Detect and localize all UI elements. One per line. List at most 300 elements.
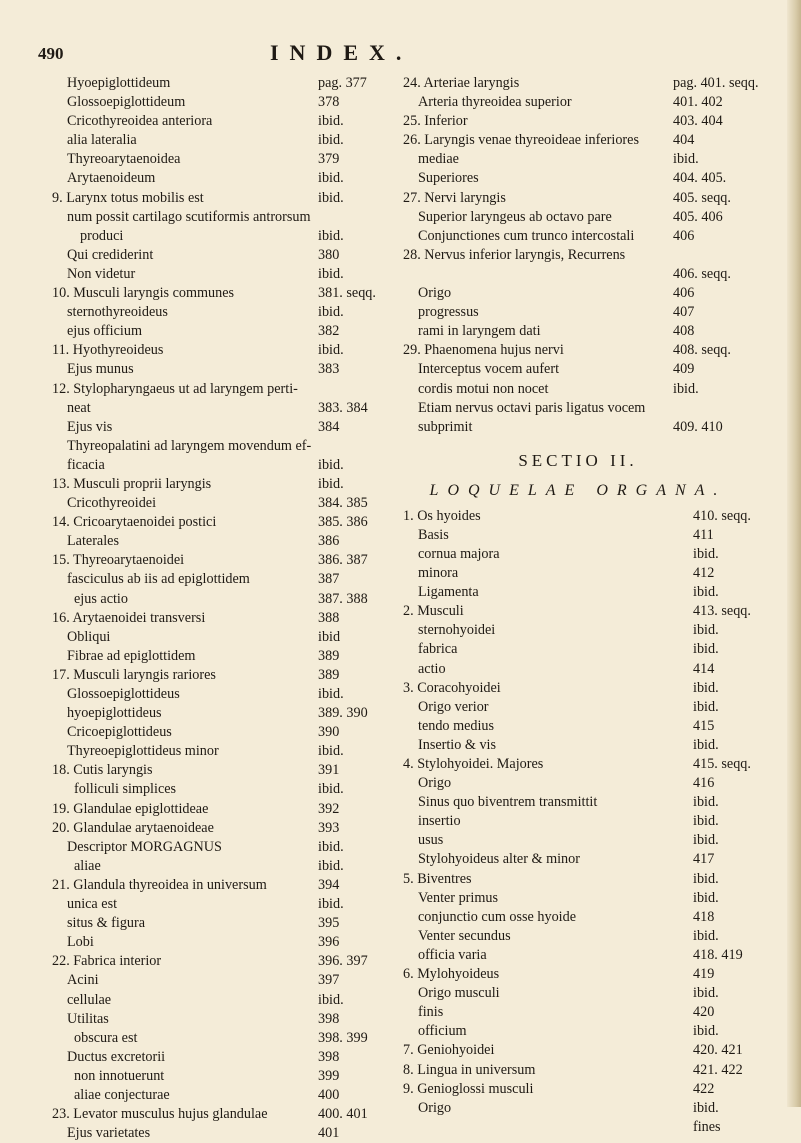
left-index-column (52, 74, 397, 1143)
entry-text: Sinus quo biventrem transmittit (418, 794, 598, 811)
index-entry (52, 1029, 397, 1048)
entry-pages: ibid. (693, 698, 719, 715)
entry-text: 2. Musculi (403, 603, 464, 620)
entry-pages: ibid. (318, 342, 344, 359)
index-entry (52, 551, 397, 570)
entry-text: 11. Hyothyreoideus (52, 342, 164, 359)
entry-pages: ibid. (693, 832, 719, 849)
index-entry (52, 895, 397, 914)
entry-pages: ibid. (693, 641, 719, 658)
entry-text: 6. Mylohyoideus (403, 966, 500, 983)
entry-pages: ibid. (693, 1099, 719, 1116)
entry-pages: 395 (318, 915, 340, 932)
entry-text: 28. Nervus inferior laryngis, Recurrens (403, 246, 626, 263)
index-entry (52, 265, 397, 284)
index-entry (52, 246, 397, 265)
entry-pages: 386. 387 (318, 552, 368, 569)
entry-text: Descriptor MORGAGNUS (67, 838, 222, 855)
entry-pages: ibid. (318, 113, 344, 130)
entry-text: 26. Laryngis venae thyreoideae inferiores (403, 132, 639, 149)
index-entry (52, 208, 397, 227)
entry-text: 7. Geniohyoidei (403, 1042, 495, 1059)
entry-pages: 401. 402 (673, 94, 723, 111)
entry-text: situs & figura (67, 915, 146, 932)
entry-text: alia lateralia (67, 132, 137, 149)
entry-pages: 390 (318, 724, 340, 741)
index-entry (52, 1124, 397, 1143)
index-entry (403, 360, 753, 379)
index-entry (52, 838, 397, 857)
entry-text: Basis (418, 526, 449, 543)
entry-text: Non videtur (67, 265, 136, 282)
index-entry (403, 1061, 753, 1080)
index-entry (403, 602, 753, 621)
index-entry (403, 621, 753, 640)
entry-pages: 411 (693, 526, 714, 543)
entry-pages: 415 (693, 717, 715, 734)
index-entry (403, 831, 753, 850)
entry-text: Interceptus vocem aufert (418, 361, 560, 378)
index-entry (403, 189, 753, 208)
index-entry (403, 984, 753, 1003)
running-head: INDEX. (270, 40, 413, 65)
index-entry (52, 1067, 397, 1086)
entry-text: hyoepiglottideus (67, 705, 162, 722)
entry-text: Thyreoarytaenoidea (67, 151, 181, 168)
index-entry (52, 150, 397, 169)
index-entry (403, 1099, 753, 1118)
entry-pages: ibid. (318, 265, 344, 282)
index-entry (403, 208, 753, 227)
entry-text: Glossoepiglottideus (67, 686, 180, 702)
index-entry (52, 971, 397, 990)
entry-pages: 405. seqq. (673, 189, 731, 206)
entry-pages: ibid. (693, 584, 719, 601)
entry-text: Qui crediderint (67, 246, 154, 263)
entry-text: cordis motui non nocet (418, 380, 549, 397)
index-entry (52, 399, 397, 418)
entry-text: 19. Glandulae epiglottideae (52, 800, 209, 817)
index-entry (52, 647, 397, 666)
entry-pages: 396 (318, 934, 340, 951)
entry-text: Hyoepiglottideum (67, 75, 171, 91)
index-entry (52, 456, 397, 475)
entry-text: 13. Musculi proprii laryngis (52, 475, 212, 492)
entry-text: Cricothyreoidea anteriora (67, 113, 213, 130)
entry-text: Utilitas (67, 1010, 109, 1027)
index-entry (52, 991, 397, 1010)
entry-text: folliculi simplices (74, 781, 177, 798)
entry-pages: ibid (318, 628, 341, 645)
entry-text: Origo (418, 1099, 452, 1116)
section-title: SECTIO II. (518, 450, 638, 470)
entry-text: Ductus excretorii (67, 1048, 166, 1065)
entry-pages: 418. 419 (693, 946, 743, 963)
entry-text: officium (418, 1023, 467, 1040)
entry-pages: 391 (318, 762, 340, 779)
entry-text: Arytaenoideum (67, 170, 156, 187)
entry-pages: fines (693, 1118, 721, 1135)
index-entry (403, 1003, 753, 1022)
index-entry (403, 227, 753, 246)
entry-text: 4. Stylohyoidei. Majores (403, 756, 544, 772)
entry-text: aliae conjecturae (74, 1086, 170, 1103)
index-entry (52, 360, 397, 379)
index-entry (52, 1048, 397, 1067)
index-entry (403, 418, 753, 437)
entry-text: Venter secundus (418, 927, 511, 944)
entry-pages: ibid. (693, 813, 719, 830)
entry-pages: ibid. (318, 170, 344, 187)
index-entry (403, 507, 753, 526)
entry-text: Cricoepiglottideus (67, 724, 172, 741)
entry-pages: ibid. (693, 679, 719, 696)
entry-text: Superiores (418, 170, 479, 187)
entry-pages: 415. seqq. (693, 756, 751, 772)
entry-pages: ibid. (693, 985, 719, 1002)
entry-pages: ibid. (318, 991, 344, 1008)
entry-pages: ibid. (673, 151, 699, 168)
index-entry (403, 889, 753, 908)
entry-pages: 384 (318, 418, 340, 435)
entry-pages: 382 (318, 323, 340, 340)
entry-text: Origo (418, 775, 452, 792)
index-entry (52, 380, 397, 399)
entry-text: 25. Inferior (403, 113, 468, 130)
index-entry (52, 780, 397, 799)
entry-text: Origo verior (418, 698, 489, 715)
entry-pages: 398 (318, 1048, 340, 1065)
entry-text: rami in laryngem dati (418, 323, 541, 340)
entry-pages: 406 (673, 227, 695, 244)
entry-text: Fibrae ad epiglottidem (67, 647, 196, 664)
entry-pages: 417 (693, 851, 715, 868)
entry-pages: 409 (673, 361, 695, 378)
entry-text: insertio (418, 813, 461, 830)
index-entry (52, 131, 397, 150)
entry-text: mediae (418, 151, 459, 168)
entry-pages: 389 (318, 647, 340, 664)
entry-pages: 385. 386 (318, 514, 368, 531)
entry-text: minora (418, 565, 459, 582)
entry-text: obscura est (74, 1029, 138, 1046)
entry-text: 23. Levator musculus hujus glandulae (52, 1106, 268, 1123)
index-entry (403, 1080, 753, 1099)
index-entry (403, 927, 753, 946)
index-entry (52, 761, 397, 780)
entry-text: num possit cartilago scutiformis antrorsum (67, 208, 311, 225)
entry-pages: ibid. (693, 622, 719, 639)
entry-pages: 406. seqq. (673, 265, 731, 282)
entry-text: cornua majora (418, 545, 500, 562)
entry-pages: ibid. (318, 857, 344, 874)
entry-pages: 422 (693, 1080, 715, 1097)
entry-text: Laterales (67, 533, 119, 550)
entry-text: Acini (67, 972, 99, 989)
entry-pages: 387 (318, 571, 340, 588)
index-entry (52, 1086, 397, 1105)
index-entry (52, 819, 397, 838)
entry-pages: 396. 397 (318, 953, 368, 970)
entry-pages: 398 (318, 1010, 340, 1027)
entry-pages: 384. 385 (318, 495, 368, 512)
entry-text: subprimit (418, 418, 473, 435)
right-top-entries (403, 74, 759, 437)
entry-pages: ibid. (318, 781, 344, 798)
index-entry (52, 74, 397, 93)
index-entry (403, 1041, 753, 1060)
entry-text: ejus actio (74, 590, 128, 607)
index-entry (52, 341, 397, 360)
entry-text: 10. Musculi laryngis communes (52, 285, 235, 302)
index-entry (52, 169, 397, 188)
index-entry (52, 93, 397, 112)
index-entry (52, 723, 397, 742)
index-entry (52, 322, 397, 341)
entry-pages: 416 (693, 775, 715, 792)
index-entry (403, 755, 753, 774)
index-entry (403, 341, 753, 360)
page-edge (787, 0, 801, 1107)
index-entry (403, 169, 753, 188)
entry-pages: 404 (673, 132, 695, 149)
entry-text: produci (80, 227, 124, 244)
entry-text: Obliqui (67, 628, 111, 645)
index-entry (52, 1105, 397, 1124)
entry-text: Origo (418, 285, 452, 302)
entry-text: 8. Lingua in universum (403, 1061, 536, 1078)
entry-pages: 410. seqq. (693, 507, 751, 524)
index-entry (52, 494, 397, 513)
entry-text: Lobi (67, 934, 94, 951)
entry-pages: 392 (318, 800, 340, 817)
entry-text: Ejus vis (67, 418, 113, 435)
index-entry (403, 93, 753, 112)
index-entry (52, 742, 397, 761)
entry-text: actio (418, 660, 446, 677)
entry-pages: 408. seqq. (673, 342, 731, 359)
index-entry (403, 246, 753, 265)
index-entry (52, 933, 397, 952)
index-entry (52, 628, 397, 647)
index-entry (403, 717, 753, 736)
index-entry (403, 583, 753, 602)
index-entry (403, 793, 753, 812)
entry-pages: 394 (318, 876, 340, 893)
entry-text: 29. Phaenomena hujus nervi (403, 342, 564, 359)
index-entry (403, 870, 753, 889)
index-entry (403, 774, 753, 793)
entry-pages: 418 (693, 908, 715, 925)
index-entry (403, 545, 753, 564)
entry-pages: 404. 405. (673, 170, 727, 187)
entry-pages: 401 (318, 1125, 340, 1142)
index-entry (52, 284, 397, 303)
index-entry (403, 660, 753, 679)
index-entry (52, 704, 397, 723)
entry-pages: 406 (673, 285, 695, 302)
index-entry (403, 131, 753, 150)
entry-text: fasciculus ab iis ad epiglottidem (67, 571, 250, 588)
entry-text: finis (418, 1004, 444, 1021)
entry-text: Superior laryngeus ab octavo pare (418, 208, 612, 225)
entry-text: Glossoepiglottideum (67, 94, 186, 111)
index-entry (403, 380, 753, 399)
entry-pages: ibid. (673, 380, 699, 397)
entry-text: sternohyoidei (418, 622, 496, 639)
index-entry (52, 418, 397, 437)
index-entry (52, 532, 397, 551)
entry-pages: 389. 390 (318, 705, 368, 722)
entry-pages: pag. 377 (318, 75, 367, 91)
index-entry (52, 189, 397, 208)
entry-text: unica est (67, 896, 118, 913)
entry-pages: 380 (318, 246, 340, 263)
entry-pages: ibid. (318, 686, 344, 702)
index-entry (52, 590, 397, 609)
entry-pages: 393 (318, 819, 340, 836)
index-entry (52, 800, 397, 819)
index-entry (403, 850, 753, 869)
entry-pages: ibid. (693, 889, 719, 906)
entry-pages: 398. 399 (318, 1029, 368, 1046)
entry-text: 24. Arteriae laryngis (403, 75, 520, 91)
index-entry (52, 570, 397, 589)
index-entry (403, 698, 753, 717)
entry-pages: ibid. (693, 736, 719, 753)
entry-pages: 387. 388 (318, 590, 368, 607)
entry-text: 14. Cricoarytaenoidei postici (52, 514, 217, 531)
index-entry (403, 284, 753, 303)
entry-pages: 399 (318, 1067, 340, 1084)
index-entry (403, 399, 753, 418)
index-entry (403, 526, 753, 545)
entry-text: 15. Thyreoarytaenoidei (52, 552, 185, 569)
right-bottom-entries (403, 507, 753, 1137)
entry-text: Thyreopalatini ad laryngem movendum ef- (67, 437, 312, 454)
entry-text: usus (418, 832, 444, 849)
entry-text: officia varia (418, 946, 487, 963)
right-index-column (403, 74, 759, 1137)
entry-text: cellulae (67, 991, 112, 1008)
entry-pages: 381. seqq. (318, 285, 376, 302)
entry-text: Ligamenta (418, 584, 479, 601)
entry-pages: ibid. (318, 896, 344, 913)
index-entry (403, 812, 753, 831)
entry-pages: 378 (318, 94, 340, 111)
entry-text: non innotuerunt (74, 1067, 165, 1084)
index-entry (403, 564, 753, 583)
index-entry (52, 437, 397, 456)
entry-text: conjunctio cum osse hyoide (418, 908, 577, 925)
entry-text: Ejus varietates (67, 1125, 151, 1142)
entry-pages: ibid. (318, 304, 344, 321)
entry-pages: 420 (693, 1004, 715, 1021)
index-entry (403, 112, 753, 131)
entry-pages: ibid. (318, 227, 344, 244)
index-entry (52, 112, 397, 131)
entry-pages: 405. 406 (673, 208, 723, 225)
entry-pages: 419 (693, 966, 715, 983)
entry-pages: 397 (318, 972, 340, 989)
entry-pages: pag. 401. seqq. (673, 75, 759, 91)
entry-pages: 414 (693, 660, 715, 677)
entry-text: fabrica (418, 641, 458, 658)
entry-pages: ibid. (318, 838, 344, 855)
entry-text: progressus (418, 304, 479, 321)
page-number: 490 (38, 44, 64, 63)
entry-pages: ibid. (693, 545, 719, 562)
entry-text: 18. Cutis laryngis (52, 762, 153, 779)
entry-text: 21. Glandula thyreoidea in universum (52, 876, 267, 893)
entry-pages: ibid. (318, 189, 344, 206)
index-entry (52, 666, 397, 685)
entry-pages: 386 (318, 533, 340, 550)
entry-pages: 420. 421 (693, 1042, 743, 1059)
entry-text: 9. Larynx totus mobilis est (52, 189, 204, 206)
entry-pages: ibid. (693, 794, 719, 811)
entry-text: aliae (74, 857, 101, 874)
entry-pages: 388 (318, 609, 340, 626)
index-entry (52, 857, 397, 876)
entry-text: Etiam nervus octavi paris ligatus vocem (418, 399, 646, 416)
index-entry (403, 679, 753, 698)
index-entry (403, 303, 753, 322)
section-subtitle: LOQUELAE ORGANA. (429, 481, 727, 499)
entry-pages: 383 (318, 361, 340, 378)
entry-text: Cricothyreoidei (67, 495, 157, 512)
entry-pages: 412 (693, 565, 715, 582)
index-entry (52, 1010, 397, 1029)
entry-text: Venter primus (418, 889, 498, 906)
index-entry (403, 74, 759, 93)
index-entry (403, 1022, 753, 1041)
entry-pages: 421. 422 (693, 1061, 743, 1078)
entry-text: ficacia (67, 456, 105, 473)
index-entry (403, 265, 753, 284)
entry-pages: 389 (318, 666, 340, 683)
entry-pages: 400 (318, 1086, 340, 1103)
index-entry (403, 640, 753, 659)
entry-text: 27. Nervi laryngis (403, 189, 506, 206)
entry-pages: ibid. (318, 132, 344, 149)
index-entry (52, 876, 397, 895)
index-entry (52, 227, 397, 246)
index-entry (52, 513, 397, 532)
index-entry (52, 685, 397, 704)
entry-pages: ibid. (693, 1023, 719, 1040)
entry-pages: ibid. (693, 870, 719, 887)
entry-text: 22. Fabrica interior (52, 953, 162, 970)
index-entry (403, 322, 753, 341)
entry-text: neat (67, 399, 91, 416)
entry-pages: 400. 401 (318, 1106, 368, 1123)
entry-pages: 409. 410 (673, 418, 723, 435)
entry-pages: 383. 384 (318, 399, 368, 416)
entry-text: 16. Arytaenoidei transversi (52, 609, 206, 626)
index-entry (403, 736, 753, 755)
entry-text: sternothyreoideus (67, 304, 168, 321)
entry-text: tendo medius (418, 717, 495, 734)
entry-text: Thyreoepiglottideus minor (67, 743, 219, 760)
index-entry (52, 475, 397, 494)
entry-pages: ibid. (318, 743, 344, 760)
index-entry (52, 952, 397, 971)
entry-text: 3. Coracohyoidei (403, 679, 501, 696)
entry-text: Stylohyoideus alter & minor (418, 851, 580, 868)
index-entry (403, 1118, 753, 1137)
entry-text: ejus officium (67, 323, 142, 340)
